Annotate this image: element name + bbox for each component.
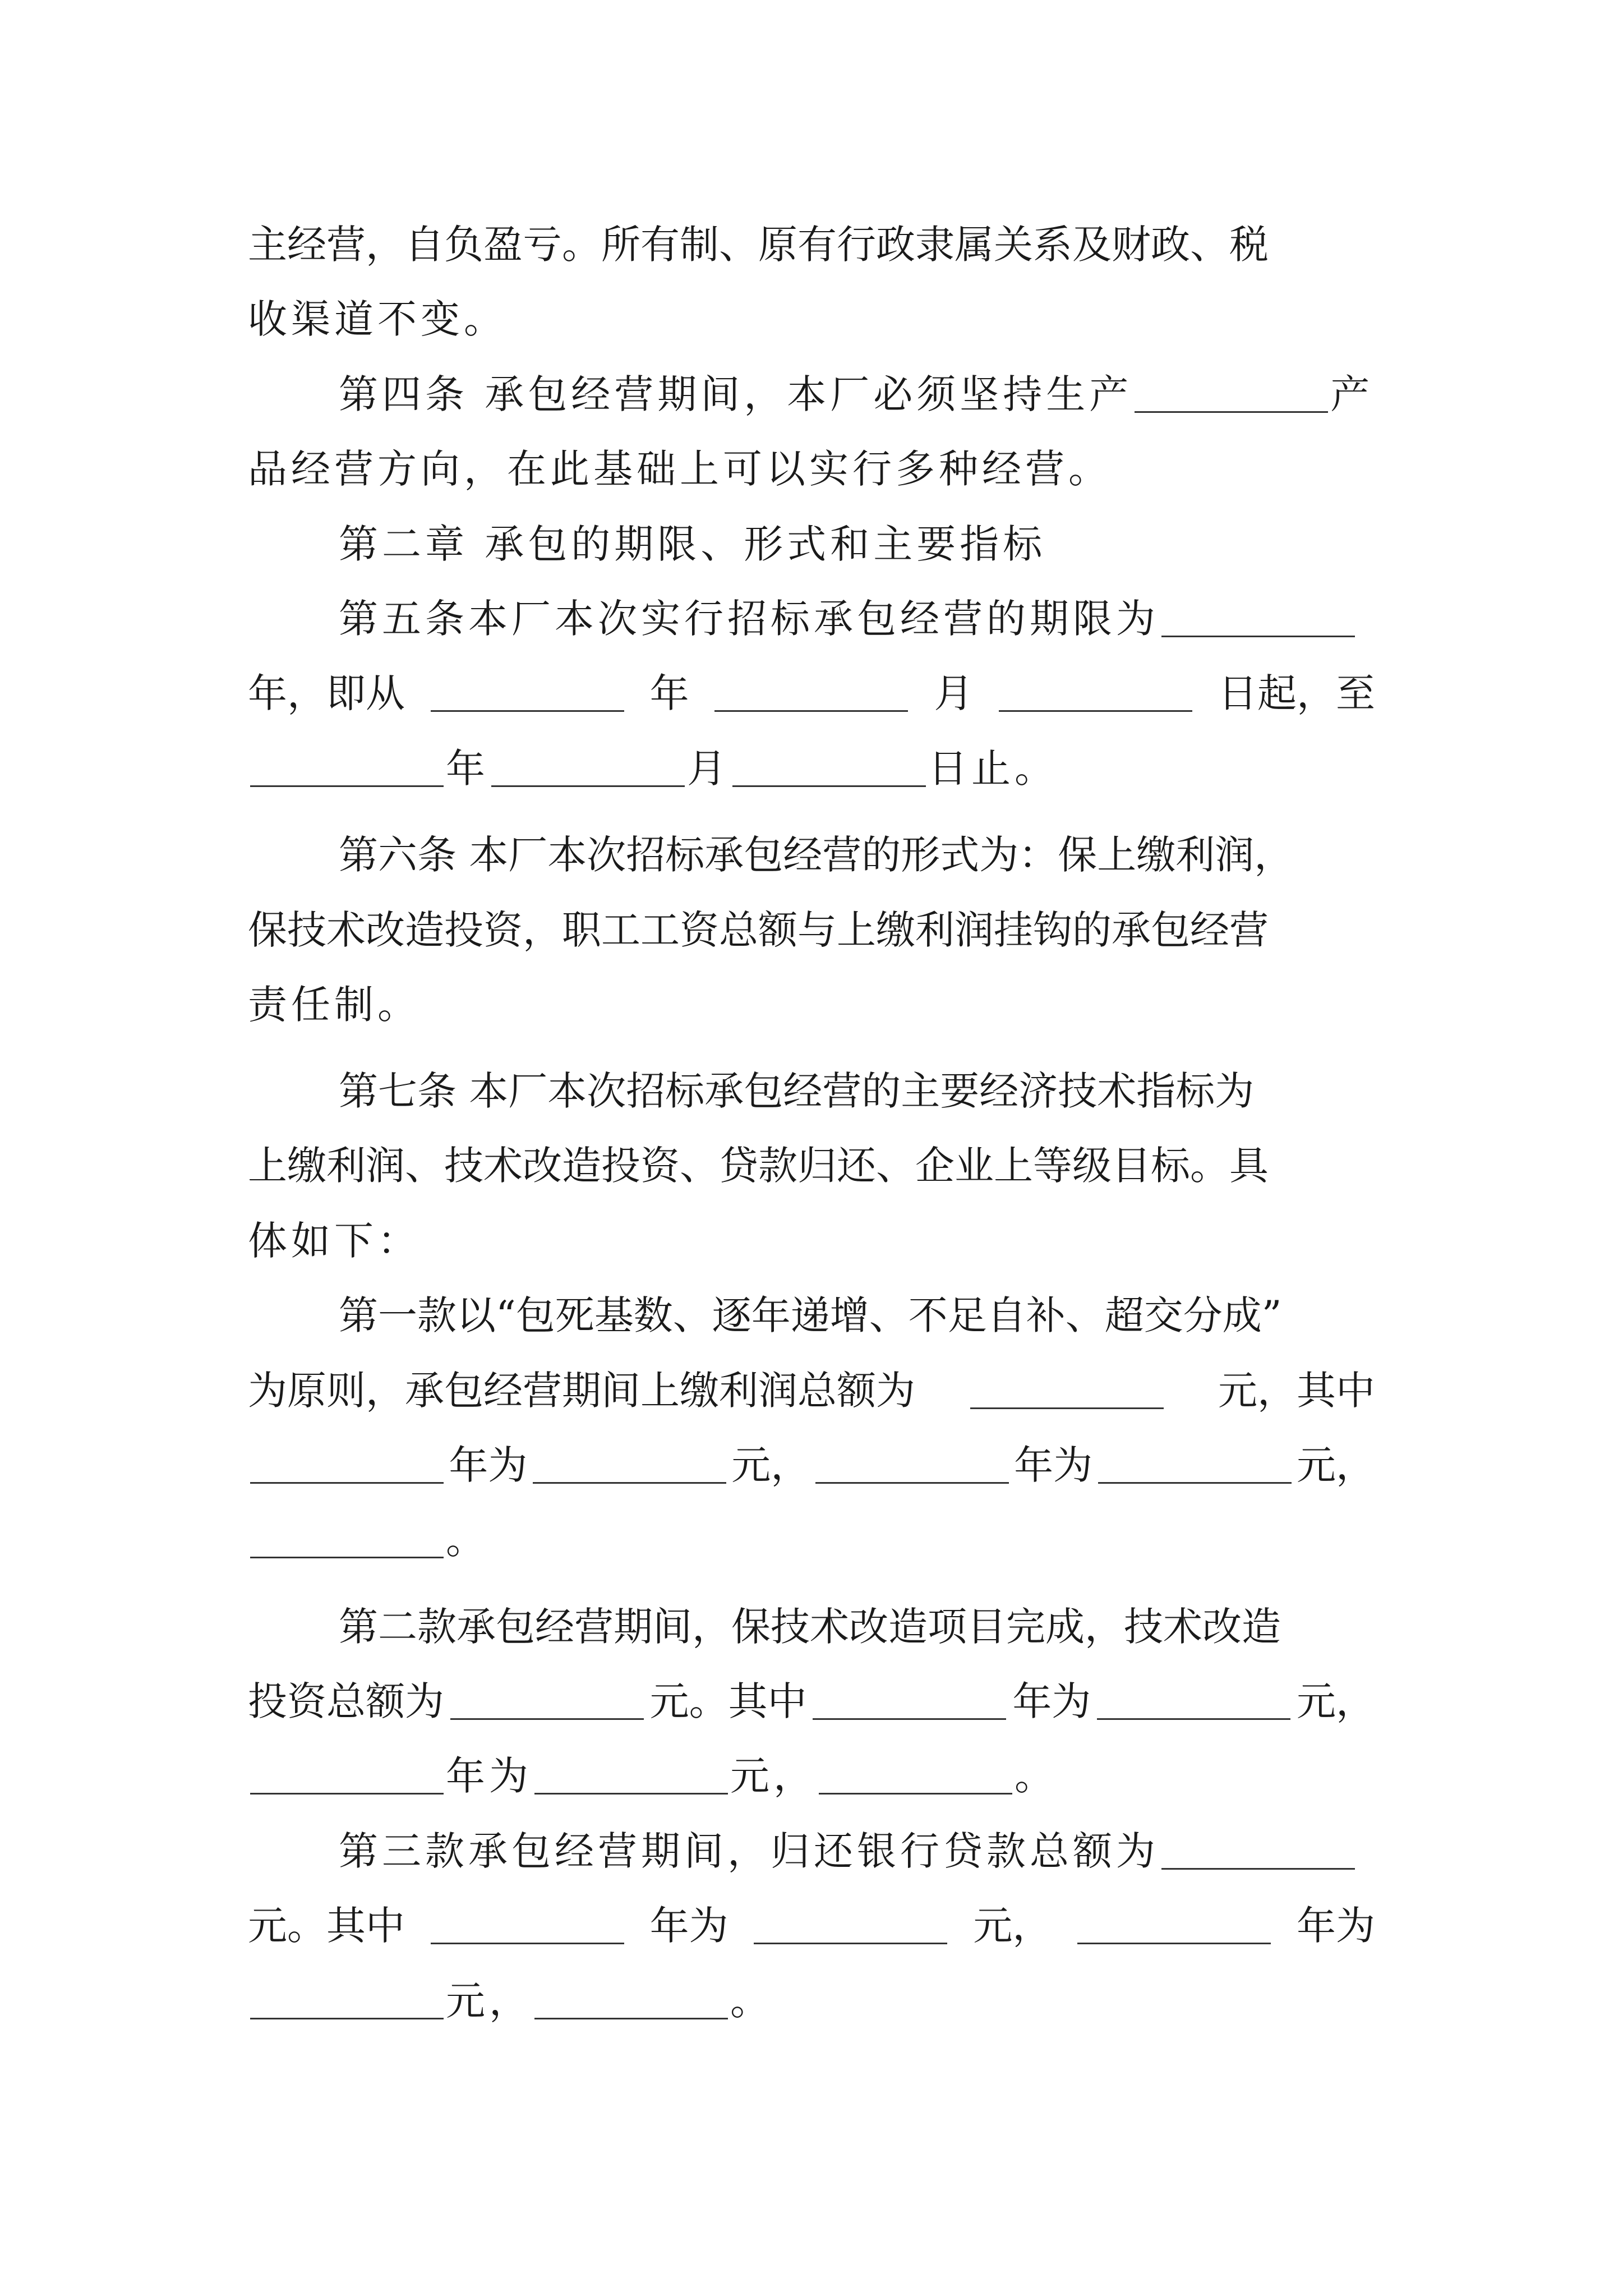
line-text: 第四条 承包经营期间，本厂必须坚持生产 <box>339 371 1133 417</box>
text-line <box>248 1434 1375 1496</box>
fill-blank[interactable] <box>714 675 908 712</box>
fill-blank[interactable] <box>250 1983 444 2019</box>
fill-blank[interactable] <box>534 1983 728 2019</box>
line-text: 元， <box>730 1753 817 1799</box>
line-text: 。 <box>730 1978 773 2024</box>
text-line <box>248 1970 1375 2032</box>
line-text: 日止。 <box>928 746 1058 792</box>
line-text: 年为 <box>1012 1678 1091 1724</box>
text-line <box>248 738 1375 799</box>
line-text: 年为 <box>1296 1903 1375 1949</box>
line-text: 元， <box>1296 1678 1375 1724</box>
line-text: 元。其中 <box>248 1903 405 1949</box>
fill-blank[interactable] <box>431 1908 624 1944</box>
fill-blank[interactable] <box>534 1758 728 1795</box>
chapter-heading <box>339 513 1375 575</box>
clause-3-line <box>339 1820 1375 1882</box>
text-line <box>248 438 1375 500</box>
line-text: 第一款以“包死基数、逐年递增、不足自补、超交分成” <box>339 1292 1282 1338</box>
fill-blank[interactable] <box>970 1373 1164 1409</box>
text-line <box>248 662 1375 724</box>
fill-blank[interactable] <box>813 1683 1006 1720</box>
line-text: 元， <box>1296 1442 1375 1488</box>
line-text: 年为 <box>1014 1442 1093 1488</box>
fill-blank[interactable] <box>491 751 685 787</box>
line-text: 。 <box>1015 1753 1058 1799</box>
text-line <box>248 1671 1375 1732</box>
fill-blank[interactable] <box>1161 1833 1355 1870</box>
line-text: 收渠道不变。 <box>248 296 507 342</box>
line-text: 月 <box>687 746 730 792</box>
fill-blank[interactable] <box>1161 601 1355 637</box>
line-text: 第五条本厂本次实行招标承包经营的期限为 <box>339 596 1159 642</box>
line-text: 责任制。 <box>248 982 421 1028</box>
line-text: 年为 <box>649 1903 728 1949</box>
line-text: 月 <box>934 670 974 716</box>
fill-blank[interactable] <box>1077 1908 1271 1944</box>
line-text: 日起，至 <box>1218 670 1375 716</box>
fill-blank[interactable] <box>754 1908 947 1944</box>
line-text: 年为 <box>446 1753 532 1799</box>
text-line <box>248 1135 1375 1197</box>
clause-2-line <box>339 1596 1375 1658</box>
text-line <box>248 214 1375 275</box>
article-4-line <box>339 364 1375 425</box>
line-text: 投资总额为 <box>248 1678 444 1724</box>
text-line <box>248 1895 1375 1957</box>
fill-blank[interactable] <box>819 1758 1012 1795</box>
line-text: 上缴利润、技术改造投资、贷款归还、企业上等级目标。具 <box>248 1143 1269 1189</box>
fill-blank[interactable] <box>1135 376 1328 413</box>
text-line <box>248 1745 1375 1807</box>
article-5-line <box>339 588 1375 650</box>
fill-blank[interactable] <box>450 1683 644 1720</box>
fill-blank[interactable] <box>999 675 1192 712</box>
text-line <box>248 1210 1375 1272</box>
fill-blank[interactable] <box>250 1522 444 1558</box>
article-6-line <box>339 824 1375 886</box>
line-text: 年 <box>446 746 489 792</box>
line-text: 体如下： <box>248 1218 421 1264</box>
article-7-line <box>339 1060 1375 1122</box>
fill-blank[interactable] <box>815 1447 1009 1484</box>
text-line <box>248 1509 1375 1571</box>
fill-blank[interactable] <box>1097 1683 1290 1720</box>
fill-blank[interactable] <box>1098 1447 1292 1484</box>
fill-blank[interactable] <box>431 675 624 712</box>
text-line <box>248 288 1375 350</box>
line-text: 年为 <box>449 1442 528 1488</box>
line-text: 元， <box>973 1903 1052 1949</box>
fill-blank[interactable] <box>732 751 926 787</box>
line-text: 元，其中 <box>1218 1368 1375 1414</box>
line-text: 第六条 本厂本次招标承包经营的形式为：保上缴利润， <box>339 832 1294 878</box>
clause-1-line <box>339 1285 1375 1346</box>
line-text: 。 <box>446 1517 489 1563</box>
fill-blank[interactable] <box>250 1758 444 1795</box>
line-text: 第三款承包经营期间，归还银行贷款总额为 <box>339 1828 1159 1874</box>
line-text: 为原则，承包经营期间上缴利润总额为 <box>248 1368 915 1414</box>
line-text: 保技术改造投资，职工工资总额与上缴利润挂钩的承包经营 <box>248 907 1269 953</box>
line-text: 年，即从 <box>248 670 405 716</box>
text-line <box>248 1360 1375 1421</box>
fill-blank[interactable] <box>250 751 444 787</box>
text-line <box>248 974 1375 1036</box>
fill-blank[interactable] <box>250 1447 444 1484</box>
line-text: 第二款承包经营期间，保技术改造项目完成，技术改造 <box>339 1604 1281 1650</box>
line-text: 元， <box>446 1978 532 2024</box>
line-text: 主经营，自负盈亏。所有制、原有行政隶属关系及财政、税 <box>248 222 1269 268</box>
fill-blank[interactable] <box>533 1447 726 1484</box>
line-text: 元。其中 <box>649 1678 807 1724</box>
line-text: 元， <box>731 1442 810 1488</box>
line-text: 年 <box>649 670 689 716</box>
line-text: 产 <box>1330 371 1374 417</box>
text-line <box>248 899 1375 961</box>
line-text: 第七条 本厂本次招标承包经营的主要经济技术指标为 <box>339 1068 1255 1114</box>
chapter-title: 第二章 承包的期限、形式和主要指标 <box>339 521 1046 567</box>
line-text: 品经营方向，在此基础上可以实行多种经营。 <box>248 446 1112 492</box>
